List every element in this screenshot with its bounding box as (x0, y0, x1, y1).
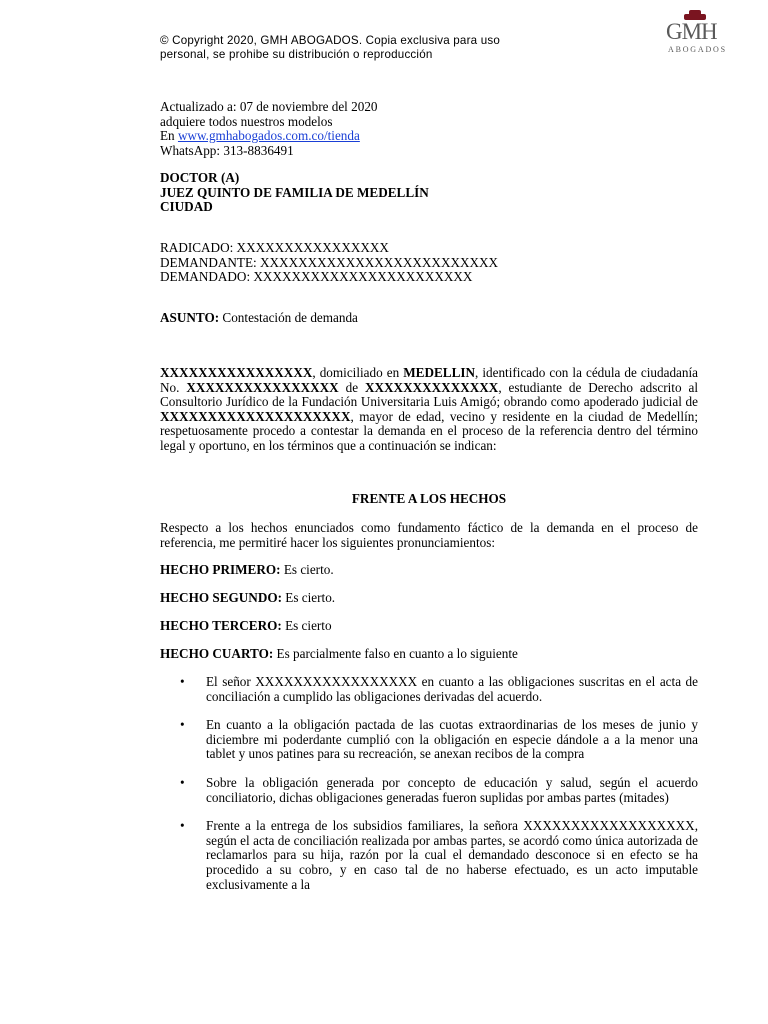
fact-text: Es cierto. (282, 590, 336, 605)
addressee-block (160, 171, 698, 215)
logo-word: GMH (666, 19, 717, 44)
intro-city: MEDELLIN (403, 365, 476, 380)
store-prefix: En (160, 128, 178, 144)
bullet-icon: • (180, 717, 185, 733)
fact-text: Es cierto (281, 618, 332, 633)
bullet-icon: • (180, 818, 185, 834)
intro-name: XXXXXXXXXXXXXXXX (160, 365, 313, 380)
info-block (160, 100, 698, 158)
intro-id: XXXXXXXXXXXXXXXX (186, 379, 339, 395)
logo-subtitle: ABOGADOS (668, 45, 727, 54)
fact-2 (160, 591, 698, 606)
demandante-line: DEMANDANTE: XXXXXXXXXXXXXXXXXXXXXXXXX (160, 254, 499, 270)
radicado-line: RADICADO: XXXXXXXXXXXXXXXX (160, 240, 389, 255)
bullet-icon: • (180, 674, 185, 689)
gmh-logo (660, 14, 740, 60)
intro-text-4: , estudiante de Derecho adscrito al Consultorio Jurídico de la Fundación Universitaria Luis Amigó; obrando como apoderado judicial de (160, 379, 698, 410)
acquire-text: adquiere todos nuestros modelos (160, 113, 333, 129)
list-item (160, 776, 698, 805)
list-item (160, 718, 698, 762)
fact-4 (160, 647, 698, 662)
copyright-line-1: © Copyright 2020, GMH ABOGADOS. Copia exclusiva para uso (160, 34, 501, 47)
fact-label: HECHO PRIMERO: (160, 562, 281, 577)
demandado-line: DEMANDADO: XXXXXXXXXXXXXXXXXXXXXXX (160, 269, 473, 285)
intro-text-2: , identificado con la cédula de ciudadanía No. (160, 365, 698, 395)
addressee-line-3: CIUDAD (160, 199, 213, 215)
intro-text-5: , mayor de edad, vecino y residente en la ciudad de Medellín; respetuosamente procedo a contestar la demanda en el proceso de la referencia dentro del término legal y oportuno, en los términos que a continuación se indican: (160, 408, 698, 453)
fact-text: Es parcialmente falso en cuanto a lo siguiente (273, 646, 518, 661)
intro-paragraph (160, 366, 698, 454)
section-title: FRENTE A LOS HECHOS (351, 491, 507, 506)
whatsapp-line: WhatsApp: 313-8836491 (160, 142, 294, 158)
fact-label: HECHO TERCERO: (160, 618, 282, 633)
bullet-text: El señor XXXXXXXXXXXXXXXXX en cuanto a las obligaciones suscritas en el acta de conciliación a cumplido las obligaciones derivadas del acuerdo. (206, 674, 698, 704)
bullet-text: En cuanto a la obligación pactada de las cuotas extraordinarias de los meses de junio y diciembre mi poderdante cumplió con la obligación en especie dándole a a la menor una tablet y unos patines para su recreación, se anexan recibos de la compra (206, 717, 698, 762)
subject-text: Contestación de demanda (219, 310, 358, 325)
bullet-icon: • (180, 774, 185, 790)
intro-place: XXXXXXXXXXXXXX (364, 379, 499, 395)
list-item (160, 675, 698, 704)
addressee-line-2: JUEZ QUINTO DE FAMILIA DE MEDELLÍN (160, 184, 429, 200)
bullet-text: Frente a la entrega de los subsidios familiares, la señora XXXXXXXXXXXXXXXXXX, según el acta de conciliación realizada por ambas partes, se acordó como única autorizada de reclamarlos para su hija, razón por la cual el demandado desconoce si en efecto se ha procedido a su cobro, y en caso tal de no haberse efectuado, es un acto imputable exclusivamente a la (206, 818, 698, 892)
subject-line (160, 311, 698, 326)
facts-intro: Respecto a los hechos enunciados como fundamento fáctico de la demanda en el proceso de referencia, me permitiré hacer los siguientes pronunciamientos: (160, 520, 698, 550)
subject-label: ASUNTO: (160, 310, 220, 325)
fact-text: Es cierto. (280, 562, 334, 577)
list-item (160, 819, 698, 892)
intro-text-1: , domiciliado en (312, 365, 404, 380)
intro-client: XXXXXXXXXXXXXXXXXXXX (160, 408, 351, 424)
addressee-line-1: DOCTOR (A) (160, 170, 240, 185)
fact-label: HECHO SEGUNDO: (160, 590, 282, 605)
copyright-notice (160, 34, 580, 62)
updated-date: Actualizado a: 07 de noviembre del 2020 (160, 99, 378, 114)
case-block (160, 241, 698, 285)
copyright-line-2: personal, se prohibe su distribución o reproducción (160, 48, 433, 62)
store-link[interactable]: www.gmhabogados.com.co/tienda (177, 128, 360, 144)
store-line (160, 129, 698, 144)
intro-text-3: de (338, 379, 365, 395)
bullet-text: Sobre la obligación generada por concepto de educación y salud, según el acuerdo conciliatorio, dichas obligaciones generadas fueron suplidas por ambas partes (mitades) (206, 774, 698, 805)
bullet-list (160, 675, 698, 892)
fact-label: HECHO CUARTO: (160, 646, 274, 661)
fact-3 (160, 619, 698, 634)
fact-1 (160, 563, 698, 578)
